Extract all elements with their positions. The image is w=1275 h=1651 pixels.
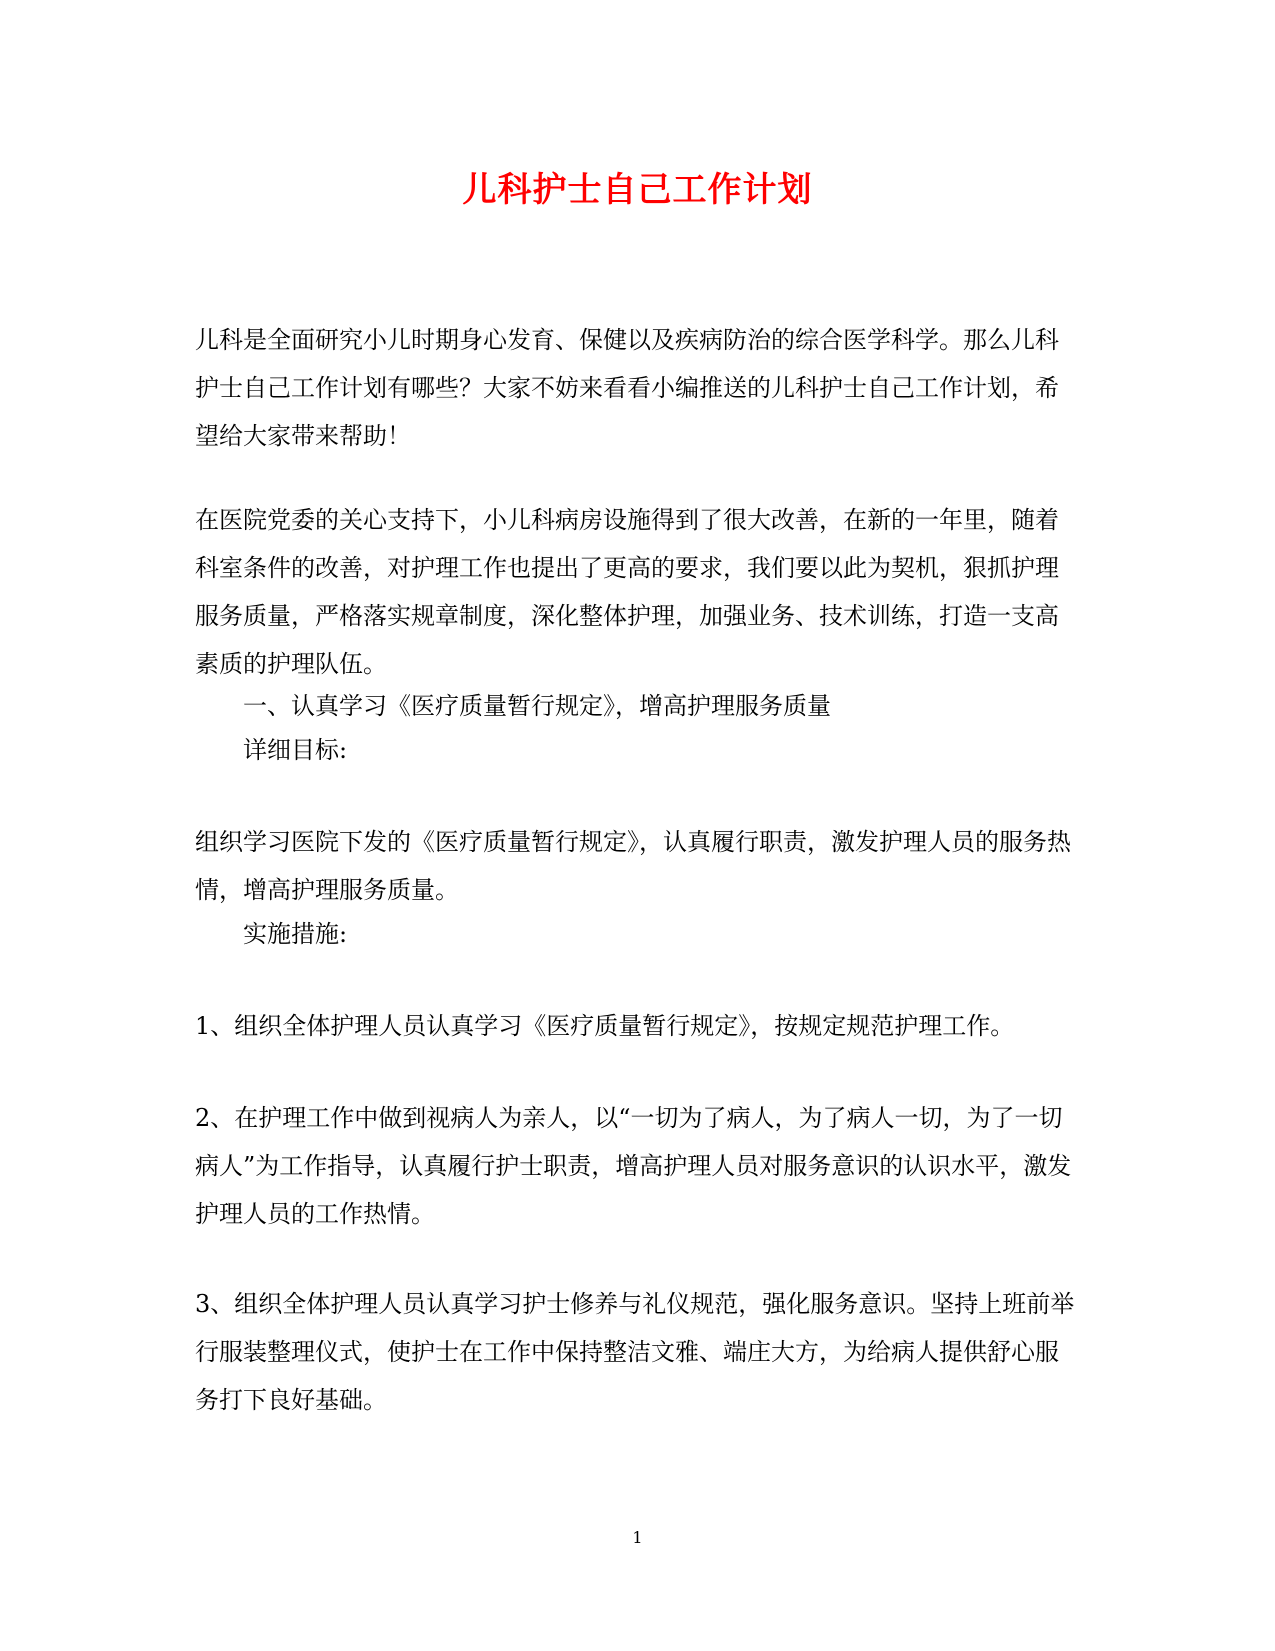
paragraph-background <box>195 496 1075 688</box>
measure-item-2 <box>195 1094 1075 1238</box>
measure-item-1 <box>195 1002 1075 1050</box>
measure-text: 1、组织全体护理人员认真学习《医疗质量暂行规定》，按规定规范护理工作。 <box>195 1012 1015 1040</box>
section-heading-1 <box>195 682 1075 730</box>
goal-label-text: 详细目标: <box>243 736 348 764</box>
page-number: 1 <box>632 1528 643 1547</box>
paragraph-text: 在医院党委的关心支持下，小儿科病房设施得到了很大改善，在新的一年里，随着科室条件的改善，对护理工作也提出了更高的要求，我们要以此为契机，狠抓护理服务质量，严格落实规章制度，深化整体护理，加强业务、技术训练，打造一支高素质的护理队伍。 <box>195 506 1059 678</box>
goal-label <box>195 726 1075 774</box>
paragraph-intro <box>195 316 1075 460</box>
measure-text: 3、组织全体护理人员认真学习护士修养与礼仪规范，强化服务意识。坚持上班前举行服装整理仪式，使护士在工作中保持整洁文雅、端庄大方，为给病人提供舒心服务打下良好基础。 <box>195 1290 1075 1414</box>
measure-item-3 <box>195 1280 1075 1424</box>
measures-label <box>195 910 1075 958</box>
section-heading-text: 一、认真学习《医疗质量暂行规定》，增高护理服务质量 <box>243 692 831 720</box>
paragraph-goal <box>195 818 1075 914</box>
measures-label-text: 实施措施: <box>243 920 348 948</box>
paragraph-text: 组织学习医院下发的《医疗质量暂行规定》，认真履行职责，激发护理人员的服务热情，增高护理服务质量。 <box>195 828 1071 904</box>
measure-text: 2、在护理工作中做到视病人为亲人，以“一切为了病人，为了病人一切，为了一切病人”为工作指导，认真履行护士职责，增高护理人员对服务意识的认识水平，激发护理人员的工作热情。 <box>195 1104 1072 1228</box>
document-title: 儿科护士自己工作计划 <box>462 170 813 210</box>
paragraph-text: 儿科是全面研究小儿时期身心发育、保健以及疾病防治的综合医学科学。那么儿科护士自己工作计划有哪些？大家不妨来看看小编推送的儿科护士自己工作计划，希望给大家带来帮助！ <box>195 326 1059 450</box>
